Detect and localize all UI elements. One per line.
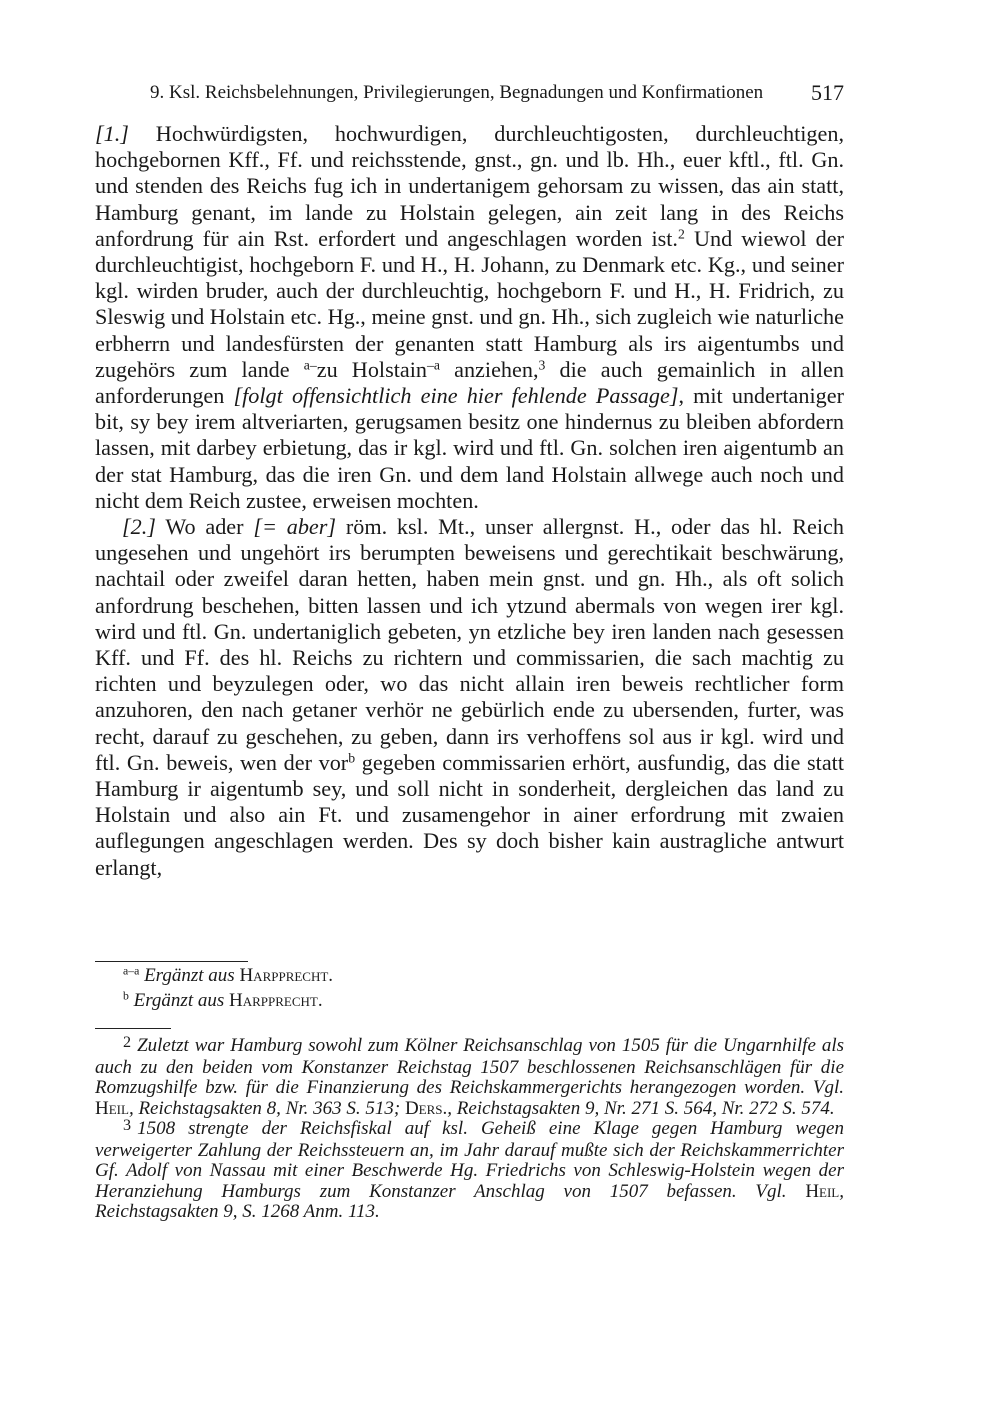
editorial-note: [= aber] — [253, 514, 337, 540]
text-run: , Reichstagsakten 9, S. 1268 Anm. 113. — [95, 1180, 844, 1222]
main-text — [95, 121, 844, 881]
apparatus-entry — [95, 963, 844, 988]
apparatus-text: Ergänzt aus — [133, 990, 225, 1011]
paragraph-1 — [95, 121, 844, 514]
text-run: , Reichstagsakten 9, Nr. 271 S. 564, Nr. 272 S. 574. — [447, 1097, 835, 1119]
footnote-ref: 3 — [538, 357, 546, 373]
apparatus-siglum: a–a — [123, 964, 140, 978]
apparatus-text: Ergänzt aus — [144, 965, 235, 986]
footnote-rule — [95, 1028, 171, 1029]
text-run: die auch gemainlich in allen anforderungen — [95, 356, 844, 409]
footnote-3 — [95, 1116, 844, 1223]
text-run: röm. ksl. Mt., unser allergnst. H., oder das hl. Reich ungesehen und ungehört irs berumpten beweisens und gerechtikait beschwärung, nachtail oder zweifel daran hetten, haben mein gnst. und gn. Hh., als oft solich anfordrung beschehen, bitten lassen und ich ytzund abermals von wegen irer kgl. wird und ftl. Gn. undertaniglich gebeten, yn etzliche bey iren landen nach gesessen Kff. und Ff. des hl. Reichs zu richtern und commissarien, die sach machtig zu richten und beyzulegen oder, wo das nicht allain iren beweis rechtlicher form anzuhoren, den nach getaner verhör ne gebürlich ende zu ubersenden, furter, was recht, darauf zu geschehen, zu geben, dann irs verhoffens sol aus ir kgl. wird und ftl. Gn. beweis, wen der vor — [95, 514, 844, 775]
author-name: Ders. — [404, 1097, 448, 1119]
apparatus-rule — [95, 961, 248, 962]
apparatus-source: Harpprecht. — [229, 990, 323, 1011]
text-run: Zuletzt war Hamburg sowohl zum Kölner Reichsanschlag von 1505 für die Ungarnhilfe als auch zu den beiden vom Konstanzer Reichstag 1507 beschlossenen Reichsanschlägen für die Romzugshilfe bzw. für die Finanzierung des Reichskammergerichts herangezogen worden. Vgl. — [95, 1035, 844, 1098]
text-run: Hochwürdigsten, hochwurdigen, durchleuchtigosten, durchleuchtigen, hochgebornen Kff., Ff. und reichsstende, gnst., gn. und lb. Hh., euer kftl., ftl. Gn. und stenden des Reichs fug ich in undertanigem gehorsam zu wissen, das ain statt, Hamburg genant, im lande zu Holstain gelegen, ain zeit lang in des Reichs anfordrung für ain Rst. erfordert und angeschlagen worden ist. — [95, 121, 844, 251]
text-run: Und wiewol der durchleuchtigist, hochgeborn F. und H., H. Johann, zu Denmark etc. Kg., und seiner kgl. wirden bruder, auch der durchleuchtig, hochgeborn F. und H., H. Fridrich, zu Sleswig und Holstain etc. Hg., meine gnst. und gn. Hh., sich zugleich wie naturliche erbherrn und landesfürsten der genanten statt Hamburg als irs aigentumbs und zugehörs zum lande — [95, 225, 845, 382]
apparatus-source: Harpprecht. — [239, 965, 334, 986]
text-run: zu Holstain — [316, 356, 427, 382]
text-run: , mit undertaniger bit, sy bey irem altveriarten, gerugsamen besitz one hindernus zu bleiben abfordern lassen, mit darbey erbietung, das ir kgl. wird und ftl. Gn. solchen iren aigentumb an der stat Hamburg, das die iren Gn. und dem land Holstain allwege auch noch und nicht dem Reich zustee, erweisen mochten. — [95, 383, 844, 513]
page-number: 517 — [811, 80, 844, 105]
variant-marker: –a — [427, 357, 440, 373]
footnote-number: 3 — [123, 1116, 132, 1134]
text-run: anziehen, — [439, 356, 539, 382]
text-run: 1508 strengte der Reichsfiskal auf ksl. Geheiß eine Klage gegen Hamburg wegen verweigerter Zahlung der Reichssteuern an, im Jahr darauf mußte sich der Reichskammerrichter Gf. Adolf von Nassau mit einer Beschwerde Hg. Friedrichs von Schleswig-Holstein wegen der Heranziehung Hamburgs zum Konstanzer Anschlag von 1507 befassen. Vgl. — [95, 1118, 844, 1202]
footnote-number: 2 — [123, 1033, 132, 1051]
variant-marker: b — [348, 750, 356, 766]
apparatus-entry — [95, 988, 844, 1013]
critical-apparatus — [95, 963, 844, 1013]
text-run: , Reichstagsakten 8, Nr. 363 S. 513; — [128, 1097, 405, 1119]
paragraph-2 — [95, 514, 844, 881]
variant-marker: a– — [303, 357, 317, 373]
author-name: Heil — [95, 1097, 129, 1119]
text-run: Wo ader — [155, 514, 254, 540]
author-name: Heil — [805, 1180, 840, 1202]
section-marker: [1.] — [95, 121, 129, 146]
editorial-note: [folgt offensichtlich eine hier fehlende Passage] — [233, 383, 679, 409]
section-marker: [2.] — [122, 514, 156, 540]
running-header — [150, 78, 844, 108]
running-title: 9. Ksl. Reichsbelehnungen, Privilegierungen, Begnadungen und Konfirmationen — [150, 82, 764, 103]
footnotes — [95, 1033, 844, 1223]
text-run: gegeben commissarien erhört, ausfundig, das die statt Hamburg ir aigentumb sey, und soll nicht in sonderheit, dergleichen das land zu Holstain und also ain Ft. und zusamengehor in ainer erfordrung mit zwaien auflegungen angeschlagen werden. Des sy doch bisher kain austragliche antwurt erlangt, — [95, 749, 844, 880]
footnote-ref: 2 — [677, 226, 685, 242]
footnote-2 — [95, 1033, 844, 1119]
apparatus-siglum: b — [123, 989, 129, 1003]
